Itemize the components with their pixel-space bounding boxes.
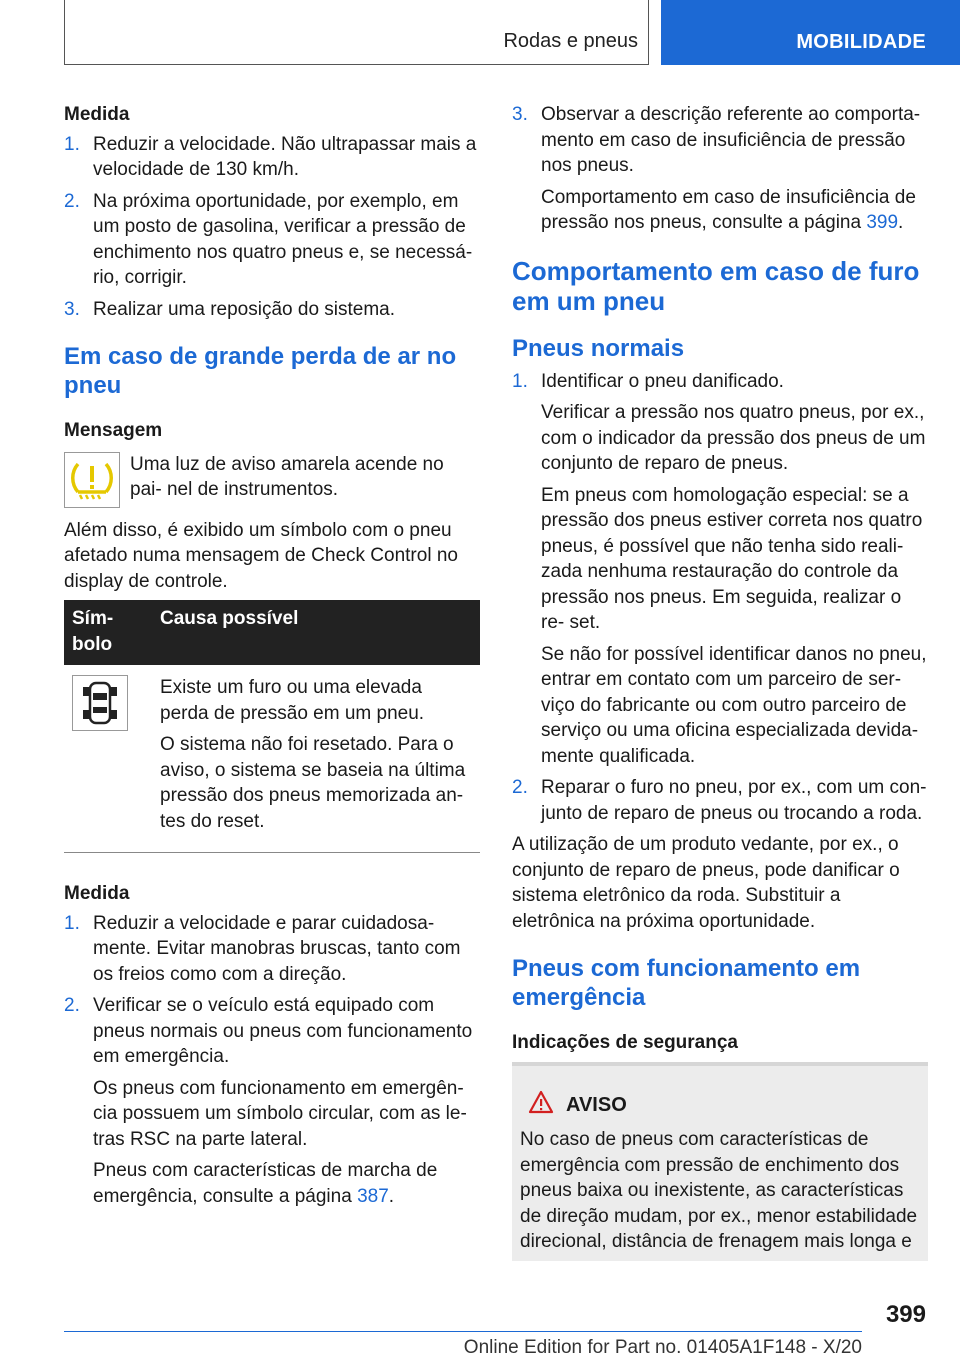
page-number: 399 <box>885 1301 926 1328</box>
header-section-box <box>64 0 649 65</box>
page-link-399[interactable]: 399 <box>866 212 899 233</box>
warning-title: AVISO <box>520 1090 920 1122</box>
list-item: 1. Identificar o pneu danificado. Verificar a pressão nos quatro pneus, por ex., com o indicador da pressão dos pneus de um conjunto de reparo de pneus. Em pneus com homologação especial: se a pressão dos pneus estiver correta nos quatro pneus, é possível que não tenha sido reali- zada nenhuma restauração do controle da pressão nos pneus. Em seguida, realizar o re- set. Se não for possível identificar danos no pneu, entrar em contato com um parceiro de ser- viço do fabricante ou com outro parceiro de serviço ou uma oficina especializada devida- mente qualificada. <box>512 370 927 767</box>
warning-box <box>512 1062 928 1261</box>
section-heading: Em caso de grande perda de ar no pneu <box>64 343 457 399</box>
steps-list-2 <box>64 911 480 1210</box>
warning-triangle-icon <box>528 1090 554 1122</box>
subheading-medida: Medida <box>64 104 130 125</box>
left-column <box>64 102 480 1215</box>
table-row <box>64 665 480 853</box>
steps-list-continued <box>512 102 928 236</box>
tire-pressure-warning-icon <box>64 452 120 508</box>
paragraph: Além disso, é exibido um símbolo com o pneu afetado numa mensagem de Check Control no display de controle. <box>64 519 458 592</box>
warning-text: No caso de pneus com características de emergência com pressão de enchimento dos pneus baixa ou inexistente, as características de direção mudam, por ex., menor estabilidade direcional, distância de frenagem mais longa e <box>520 1129 918 1252</box>
list-item: 3. Realizar uma reposição do sistema. <box>64 298 396 320</box>
cause-text-1: Existe um furo ou uma elevada perda de pressão em um pneu. <box>160 677 425 724</box>
list-item: 2. Verificar se o veículo está equipado com pneus normais ou pneus com funcionamento em emergência. Os pneus com funcionamento em emergên- cia possuem um símbolo circular, com as le- tras RSC na parte lateral. Pneus com características de marcha de emergência, consulte a página 387. <box>64 995 473 1207</box>
subheading-safety: Indicações de segurança <box>512 1032 738 1053</box>
paragraph: A utilização de um produto vedante, por ex., o conjunto de reparo de pneus, pode danificar o sistema eletrônico da roda. Substituir a eletrônica na próxima oportunidade. <box>512 834 900 932</box>
chapter-title: MOBILIDADE <box>796 31 926 53</box>
footer-text: Online Edition for Part no. 01405A1F148 - X/20 <box>463 1337 862 1358</box>
list-item: 3. Observar a descrição referente ao comporta- mento em caso de insuficiência de pressão nos pneus. Comportamento em caso de insuficiência de pressão nos pneus, consulte a página 399. <box>512 104 921 233</box>
list-item: 2. Na próxima oportunidade, por exemplo, em um posto de gasolina, verificar a pressão de enchimento nos quatro pneus e, se necessá- rio, corrigir. <box>64 190 473 288</box>
subsection-heading: Pneus normais <box>512 334 685 362</box>
right-column <box>512 102 928 1261</box>
message-block <box>64 452 480 508</box>
subsection-heading: Pneus com funcionamento em emergência <box>512 955 861 1011</box>
table-header-cause: Causa possível <box>152 600 480 665</box>
section-title: Rodas e pneus <box>503 30 638 52</box>
page-link-387[interactable]: 387 <box>357 1185 389 1207</box>
subheading-mensagem: Mensagem <box>64 420 163 441</box>
section-heading: Comportamento em caso de furo em um pneu <box>512 255 920 316</box>
list-item: 2. Reparar o furo no pneu, por ex., com um con- junto de reparo de pneus ou trocando a roda. <box>512 777 927 824</box>
car-tire-icon <box>72 675 128 731</box>
header-chapter-tab[interactable] <box>661 0 960 65</box>
subheading-medida: Medida <box>64 883 130 904</box>
cause-text-2: O sistema não foi resetado. Para o aviso, o sistema se baseia na última pressão dos pneus memorizada an- tes do reset. <box>160 734 466 832</box>
symbol-table <box>64 600 480 853</box>
table-header-symbol: Sím- bolo <box>64 600 152 665</box>
list-item: 1. Reduzir a velocidade. Não ultrapassar mais a velocidade de 130 km/h. <box>64 133 477 180</box>
steps-list-1 <box>64 132 480 323</box>
footer-divider <box>64 1331 862 1332</box>
steps-list-3 <box>512 369 928 827</box>
list-item: 1. Reduzir a velocidade e parar cuidadosa- mente. Evitar manobras bruscas, tanto com os freios como com a direção. <box>64 912 461 985</box>
message-text: Uma luz de aviso amarela acende no pai- nel de instrumentos. <box>130 453 444 500</box>
